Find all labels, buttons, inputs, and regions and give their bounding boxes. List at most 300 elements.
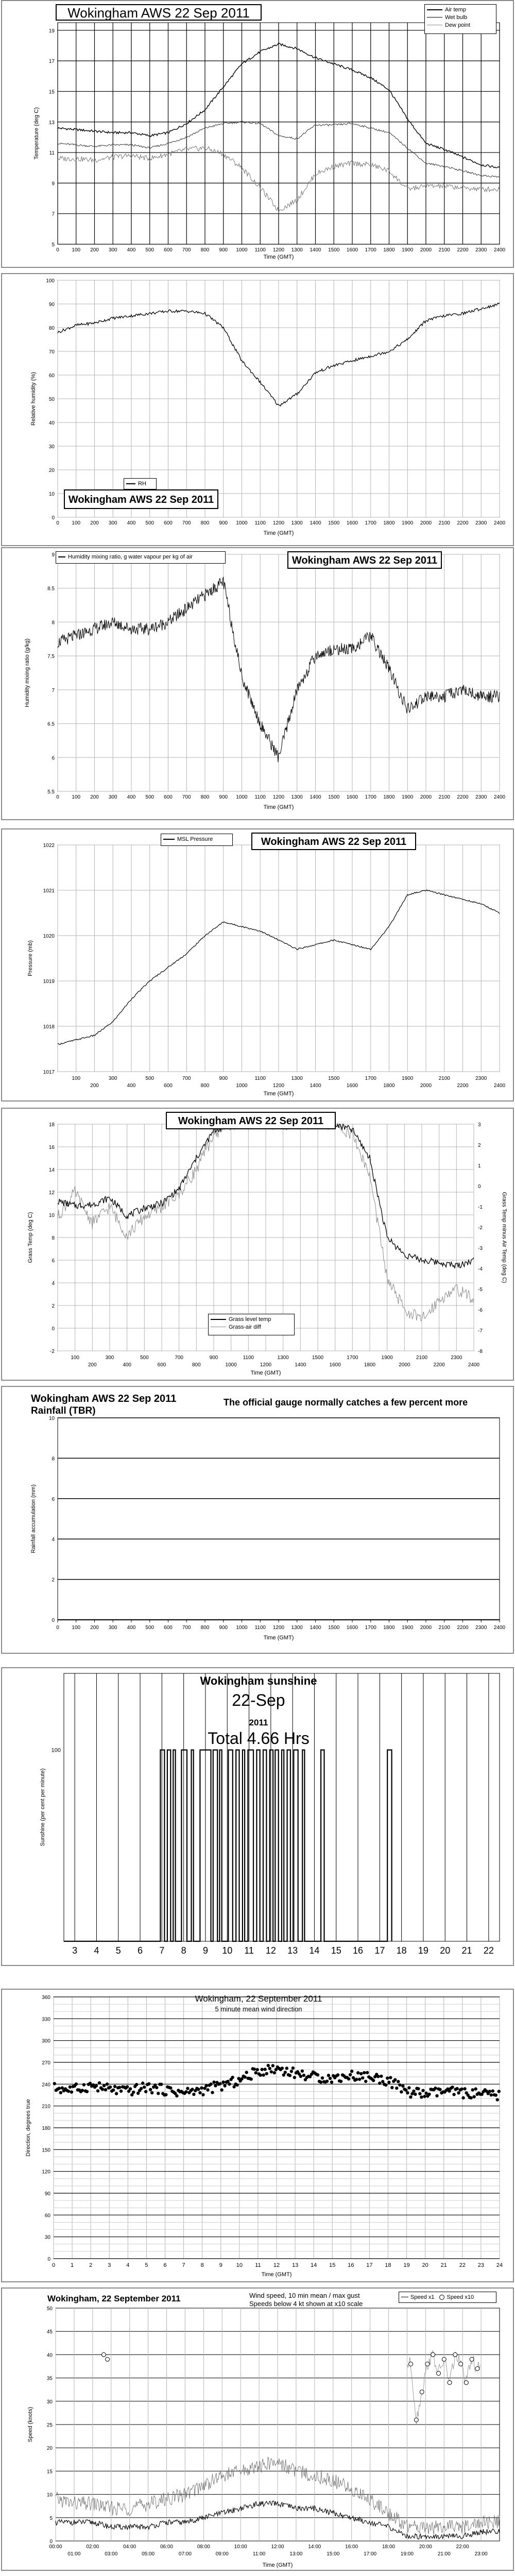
wind-direction-point xyxy=(126,2085,129,2088)
y-tick-label: 30 xyxy=(46,2399,53,2405)
wind-direction-point xyxy=(424,2092,427,2095)
wind-direction-point xyxy=(259,2074,262,2077)
y-tick-label: 2 xyxy=(52,1303,55,1309)
wind-direction-point xyxy=(204,2084,208,2087)
x-tick-label: 02:00 xyxy=(86,2544,99,2550)
y-tick-label: 12 xyxy=(48,1190,55,1196)
y2-tick-label: 1 xyxy=(478,1163,481,1169)
x-tick-label: 1500 xyxy=(328,247,340,253)
y-tick-label: 5 xyxy=(49,2515,53,2521)
x-tick-label: 400 xyxy=(127,794,136,800)
y-tick-label: 10 xyxy=(46,2492,53,2498)
x-tick-label: 1800 xyxy=(383,1625,395,1631)
y-tick-label: 100 xyxy=(51,1747,61,1754)
legend-item-grass-level-temp xyxy=(211,1315,292,1323)
x-tick-label: 1200 xyxy=(260,1362,272,1368)
x-tick-label: 1100 xyxy=(243,1355,254,1361)
x-tick-label: 2400 xyxy=(493,247,506,253)
x-tick-label: 900 xyxy=(219,247,228,253)
x-tick-label: 1200 xyxy=(272,794,285,800)
wind-direction-point xyxy=(261,2068,264,2071)
y-tick-label: 5 xyxy=(52,242,55,248)
x-tick-label: 1700 xyxy=(365,247,376,253)
x-tick-label: 04:00 xyxy=(123,2544,136,2550)
x-tick-label: 1 xyxy=(71,2262,74,2268)
legend-item-rh xyxy=(126,480,154,487)
x-tick-label: 1600 xyxy=(346,1625,358,1631)
x-tick-label: 1300 xyxy=(291,1625,303,1631)
x-tick-label: 07:00 xyxy=(178,2551,192,2557)
y-tick-label: 6.5 xyxy=(47,721,55,727)
wind-direction-point xyxy=(406,2091,409,2094)
y-tick-label: 2 xyxy=(52,1577,55,1583)
y-tick-label: 90 xyxy=(44,2191,50,2197)
legend-label: Speed x1 xyxy=(410,2294,435,2300)
x-tick-label: 2400 xyxy=(468,1362,480,1368)
wind-direction-point xyxy=(423,2095,426,2098)
wind-direction-point xyxy=(70,2090,73,2093)
x-tick-label: 300 xyxy=(105,1355,114,1361)
pressure-chart-panel xyxy=(1,828,514,1101)
x-tick-label: 23 xyxy=(477,2262,485,2268)
x-tick-label: 800 xyxy=(200,794,210,800)
wind-direction-point xyxy=(460,2088,463,2091)
x-tick-label: 0 xyxy=(56,520,59,526)
y-tick-label: 8 xyxy=(52,1456,55,1462)
x-tick-label: 600 xyxy=(164,247,173,253)
x-tick-label: 500 xyxy=(145,247,154,253)
y-tick-label: 35 xyxy=(46,2376,53,2382)
x-tick-label: 0 xyxy=(56,1625,59,1631)
x-tick-label: 2300 xyxy=(475,1076,487,1081)
y2-tick-label: -7 xyxy=(478,1328,483,1334)
y-tick-label: 7 xyxy=(52,687,55,693)
x-tick-label: 1100 xyxy=(254,1625,266,1631)
sunshine-date: 22-Sep xyxy=(232,1691,285,1709)
wind-direction-point xyxy=(358,2078,361,2081)
legend-label: Humidity mixing ratio, g water vapour per kg of air xyxy=(68,553,193,560)
grass-temp-chart-panel xyxy=(1,1108,514,1381)
wind-direction-point xyxy=(366,2071,369,2074)
x-tick-label: 800 xyxy=(200,1083,210,1089)
wind-direction-point xyxy=(448,2090,451,2093)
wind-direction-point xyxy=(414,2093,417,2096)
y2-tick-label: -1 xyxy=(478,1205,483,1210)
x-tick-label: 700 xyxy=(182,1625,191,1631)
x-tick-label: 1500 xyxy=(328,1076,340,1081)
wind-direction-point xyxy=(58,2087,61,2090)
x-tick-label: 9 xyxy=(202,1945,208,1956)
wind-direction-point xyxy=(380,2075,383,2078)
wind-direction-point xyxy=(281,2066,284,2070)
x-tick-label: 400 xyxy=(127,247,136,253)
wind-direction-point xyxy=(376,2075,380,2078)
wind-direction-point xyxy=(355,2078,358,2081)
y-tick-label: 25 xyxy=(46,2422,53,2428)
wind-direction-point xyxy=(206,2088,209,2091)
wind-direction-point xyxy=(212,2080,215,2083)
speed-x10-point xyxy=(453,2352,457,2357)
x-tick-label: 12 xyxy=(265,1945,276,1956)
x-tick-label: 1000 xyxy=(236,520,248,526)
wind-direction-point xyxy=(53,2082,56,2085)
x-tick-label: 2200 xyxy=(457,1625,469,1631)
x-tick-label: 19 xyxy=(403,2262,410,2268)
pressure-legend xyxy=(161,834,233,846)
wind-direction-point xyxy=(339,2080,342,2083)
wind-speed-subtitle-2: Speeds below 4 kt shown at x10 scale xyxy=(249,2300,363,2308)
wind-direction-point xyxy=(141,2081,144,2084)
x-tick-label: 200 xyxy=(90,247,99,253)
x-tick-label: 1900 xyxy=(402,520,414,526)
x-tick-label: 1600 xyxy=(346,247,358,253)
x-tick-label: 2400 xyxy=(493,1625,506,1631)
temperature-legend xyxy=(424,4,496,34)
wind-direction-point xyxy=(347,2077,350,2080)
y-tick-label: 30 xyxy=(48,444,55,450)
wind-direction-point xyxy=(221,2080,225,2083)
y-tick-label: 70 xyxy=(48,349,55,355)
y-tick-label: 10 xyxy=(48,1213,55,1218)
wind-direction-point xyxy=(150,2091,153,2094)
x-tick-label: 16:00 xyxy=(345,2544,358,2550)
wind-direction-point xyxy=(218,2082,221,2085)
x-tick-label: 3 xyxy=(72,1945,78,1956)
y-axis-label: Temperature (deg C) xyxy=(33,107,40,160)
y-tick-label: 50 xyxy=(48,397,55,402)
wind-direction-point xyxy=(325,2080,329,2083)
y-tick-label: 17 xyxy=(48,59,55,65)
wind-direction-point xyxy=(160,2083,163,2086)
x-tick-label: 8 xyxy=(200,2262,204,2268)
x-tick-label: 600 xyxy=(164,1083,173,1089)
wind-direction-point xyxy=(361,2076,364,2079)
wind-direction-point xyxy=(463,2087,466,2090)
rainfall-gauge-note: The official gauge normally catches a few percent more xyxy=(224,1397,468,1408)
wind-direction-point xyxy=(390,2086,393,2089)
x-tick-label: 1800 xyxy=(383,794,395,800)
wind-direction-point xyxy=(490,2093,493,2096)
wind-direction-point xyxy=(397,2080,400,2083)
wind-direction-point xyxy=(427,2093,431,2096)
legend-label: Grass level temp xyxy=(229,1316,271,1323)
x-tick-label: 1300 xyxy=(291,247,303,253)
x-tick-label: 2300 xyxy=(475,794,487,800)
legend-item-dew-point xyxy=(427,21,494,29)
x-tick-label: 1700 xyxy=(365,1076,376,1081)
y-tick-label: 9 xyxy=(52,552,55,558)
y2-tick-label: 0 xyxy=(478,1184,481,1190)
x-tick-label: 500 xyxy=(145,1625,154,1631)
y-tick-label: 180 xyxy=(42,2126,50,2131)
wind-direction-point xyxy=(75,2082,78,2086)
msl-pressure-swatch xyxy=(163,839,175,840)
x-tick-label: 08:00 xyxy=(197,2544,210,2550)
legend-label: Grass-air diff xyxy=(229,1324,261,1330)
x-tick-label: 10 xyxy=(222,1945,233,1956)
y2-tick-label: 3 xyxy=(478,1122,481,1128)
x-tick-label: 1300 xyxy=(291,520,303,526)
mixing-ratio-chart xyxy=(2,548,515,821)
x-tick-label: 2100 xyxy=(438,1076,450,1081)
wind-direction-point xyxy=(409,2095,412,2098)
x-tick-label: 300 xyxy=(108,1076,117,1081)
x-tick-label: 17 xyxy=(374,1945,385,1956)
x-tick-label: 4 xyxy=(94,1945,99,1956)
wind-direction-point xyxy=(418,2092,421,2095)
wind-direction-point xyxy=(271,2064,274,2067)
wind-direction-point xyxy=(420,2095,423,2098)
legend-label: Speed x10 xyxy=(447,2294,474,2300)
y-tick-label: 360 xyxy=(42,1995,50,2001)
wind-direction-point xyxy=(95,2084,98,2087)
y-tick-label: 80 xyxy=(48,326,55,331)
x-tick-label: 03:00 xyxy=(105,2551,118,2557)
y-tick-label: 100 xyxy=(46,278,55,284)
wind-direction-point xyxy=(488,2090,491,2093)
y-tick-label: 15 xyxy=(48,89,55,95)
x-tick-label: 600 xyxy=(164,520,173,526)
humidity-legend xyxy=(124,478,157,489)
y-tick-label: 13 xyxy=(48,120,55,126)
wind-direction-point xyxy=(330,2080,333,2083)
y-tick-label: 9 xyxy=(52,181,55,187)
grass-temp-chart xyxy=(2,1109,515,1382)
y-tick-label: 300 xyxy=(42,2038,50,2044)
x-tick-label: 100 xyxy=(72,520,81,526)
x-tick-label: 11 xyxy=(244,1945,254,1956)
wind-direction-point xyxy=(214,2084,217,2087)
temperature-chart-panel xyxy=(1,0,514,268)
wind-direction-point xyxy=(223,2084,226,2087)
temperature-chart xyxy=(2,1,515,269)
x-tick-label: 400 xyxy=(123,1362,132,1368)
y-tick-label: 10 xyxy=(48,1416,55,1421)
legend-item-msl-pressure xyxy=(163,835,230,843)
x-tick-label: 1700 xyxy=(365,794,376,800)
x-tick-label: 1900 xyxy=(402,1076,414,1081)
x-tick-label: 300 xyxy=(108,247,117,253)
wind-direction-point xyxy=(169,2087,172,2090)
speed-x10-point xyxy=(464,2381,468,2385)
x-tick-label: 21 xyxy=(440,2262,447,2268)
x-tick-label: 2300 xyxy=(475,1625,487,1631)
speed-x10-point xyxy=(448,2381,452,2385)
x-tick-label: 1100 xyxy=(254,520,266,526)
y2-tick-label: -5 xyxy=(478,1287,483,1293)
y-tick-label: 1017 xyxy=(43,1070,55,1075)
x-tick-label: 1300 xyxy=(291,1076,303,1081)
x-tick-label: 2100 xyxy=(438,1625,450,1631)
y-tick-label: 270 xyxy=(42,2060,50,2066)
x-tick-label: 19 xyxy=(418,1945,428,1956)
wind-direction-point xyxy=(101,2088,104,2091)
wind-direction-point xyxy=(209,2082,212,2086)
x-tick-label: 500 xyxy=(145,1076,154,1081)
legend-item-air-temp xyxy=(427,6,494,13)
x-tick-label: 1700 xyxy=(365,1625,376,1631)
x-tick-label: 1200 xyxy=(272,520,285,526)
x-tick-label: 1000 xyxy=(236,1625,248,1631)
x-axis-label: Time (GMT) xyxy=(263,254,294,260)
x-tick-label: 2300 xyxy=(475,247,487,253)
x-tick-label: 200 xyxy=(90,794,99,800)
x-tick-label: 900 xyxy=(219,794,228,800)
wind-direction-point xyxy=(321,2076,324,2079)
wind-direction-point xyxy=(290,2070,293,2073)
x-tick-label: 20 xyxy=(440,1945,451,1956)
y-axis-label: Pressure (mb) xyxy=(27,940,33,976)
y-tick-label: 150 xyxy=(42,2147,50,2154)
x-axis-label: Time (GMT) xyxy=(263,804,294,810)
wind-direction-point xyxy=(461,2096,465,2099)
wind-direction-point xyxy=(192,2093,195,2096)
y-tick-label: 6 xyxy=(52,1258,55,1264)
x-tick-label: 900 xyxy=(219,520,228,526)
wind-direction-point xyxy=(245,2071,248,2074)
speed-x10-point xyxy=(442,2357,446,2361)
wind-direction-point xyxy=(59,2091,62,2094)
x-tick-label: 1800 xyxy=(383,1083,395,1089)
sunshine-total: Total 4.66 Hrs xyxy=(208,1729,310,1748)
wind-direction-point xyxy=(496,2098,499,2101)
x-tick-label: 12:00 xyxy=(271,2544,284,2550)
x-tick-label: 700 xyxy=(182,794,191,800)
x-tick-label: 0 xyxy=(52,2262,56,2268)
wind-direction-point xyxy=(302,2074,305,2077)
wind-direction-point xyxy=(319,2080,322,2083)
y2-tick-label: -8 xyxy=(478,1349,483,1354)
y-tick-label: 30 xyxy=(44,2234,50,2241)
grass-temp-legend xyxy=(208,1314,295,1335)
x-tick-label: 300 xyxy=(108,520,117,526)
y-tick-label: 1018 xyxy=(43,1024,55,1030)
x-tick-label: 1900 xyxy=(381,1355,393,1361)
x-tick-label: 300 xyxy=(108,794,117,800)
y-tick-label: 0 xyxy=(52,1618,55,1623)
x-tick-label: 1100 xyxy=(254,1076,266,1081)
x-tick-label: 1600 xyxy=(346,794,358,800)
x-tick-label: 2200 xyxy=(457,1083,469,1089)
x-tick-label: 1400 xyxy=(310,520,321,526)
wind-direction-point xyxy=(393,2078,397,2081)
x-tick-label: 1800 xyxy=(383,520,395,526)
x-tick-label: 400 xyxy=(127,1083,136,1089)
speed-x10-point xyxy=(437,2371,441,2376)
x-tick-label: 2000 xyxy=(420,1083,432,1089)
x-tick-label: 6 xyxy=(163,2262,167,2268)
x-tick-label: 2300 xyxy=(475,520,487,526)
y-tick-label: 0 xyxy=(47,2257,50,2262)
x-axis-label: Time (GMT) xyxy=(263,530,294,536)
wind-direction-point xyxy=(68,2086,72,2089)
wind-speed-chart xyxy=(2,2289,515,2572)
wind-direction-point xyxy=(268,2067,271,2070)
wind-direction-point xyxy=(85,2090,89,2093)
x-tick-label: 1100 xyxy=(254,247,266,253)
wind-speed-legend xyxy=(399,2292,496,2303)
x-tick-label: 100 xyxy=(71,1355,80,1361)
y-tick-label: 19 xyxy=(48,28,55,34)
y-axis-label: Grass Temp (deg C) xyxy=(27,1212,33,1263)
x-tick-label: 2000 xyxy=(399,1362,410,1368)
wind-direction-point xyxy=(363,2071,366,2074)
wind-speed-subtitle: Wind speed, 10 min mean / max gust xyxy=(249,2292,360,2299)
wind-direction-chart-panel xyxy=(1,1989,514,2282)
wind-direction-point xyxy=(98,2081,101,2084)
wind-direction-point xyxy=(327,2074,330,2077)
rainfall-chart-panel xyxy=(1,1386,514,1654)
x-tick-label: 2 xyxy=(89,2262,93,2268)
x-tick-label: 500 xyxy=(145,794,154,800)
speed-x10-point xyxy=(101,2352,106,2357)
legend-label: RH xyxy=(138,480,146,487)
x-tick-label: 800 xyxy=(200,520,210,526)
x-tick-label: 16 xyxy=(353,1945,364,1956)
y-tick-label: 90 xyxy=(48,302,55,308)
temperature-chart-title: Wokingham AWS 22 Sep 2011 xyxy=(56,4,262,21)
x-tick-label: 7 xyxy=(159,1945,165,1956)
y-tick-label: -2 xyxy=(50,1349,55,1354)
wind-direction-chart xyxy=(2,1990,515,2283)
y-tick-label: 0 xyxy=(49,2539,53,2545)
wind-speed-chart-panel xyxy=(1,2287,514,2571)
x-tick-label: 10 xyxy=(236,2262,243,2268)
x-tick-label: 1300 xyxy=(277,1355,289,1361)
y2-tick-label: -3 xyxy=(478,1246,483,1251)
wind-direction-point xyxy=(386,2076,389,2079)
x-tick-label: 7 xyxy=(182,2262,185,2268)
grass-temp-chart-title: Wokingham AWS 22 Sep 2011 xyxy=(166,1112,336,1129)
y-tick-label: 20 xyxy=(46,2446,53,2452)
x-tick-label: 2400 xyxy=(493,520,506,526)
legend-label: MSL Pressure xyxy=(177,836,213,842)
x-tick-label: 200 xyxy=(90,1625,99,1631)
pressure-chart xyxy=(2,829,515,1103)
x-tick-label: 2400 xyxy=(493,794,506,800)
x-tick-label: 1600 xyxy=(346,520,358,526)
wind-direction-point xyxy=(356,2071,359,2074)
wind-direction-point xyxy=(102,2084,106,2087)
speed-x10-point xyxy=(425,2362,430,2366)
x-tick-label: 1800 xyxy=(364,1362,376,1368)
x-tick-label: 1800 xyxy=(383,247,395,253)
wind-direction-point xyxy=(254,2071,258,2074)
wind-direction-point xyxy=(417,2087,420,2090)
wind-direction-point xyxy=(329,2077,332,2080)
legend-items xyxy=(401,2293,494,2301)
wind-direction-point xyxy=(270,2070,273,2073)
wind-direction-point xyxy=(200,2087,203,2090)
x-tick-label: 800 xyxy=(200,247,210,253)
x-tick-label: 22 xyxy=(483,1945,494,1956)
wind-direction-point xyxy=(197,2088,200,2091)
wind-direction-point xyxy=(349,2073,352,2076)
y-tick-label: 210 xyxy=(42,2104,50,2110)
wet-bulb-swatch xyxy=(427,17,442,18)
legend-item-grass-air-diff xyxy=(211,1323,292,1331)
wind-direction-point xyxy=(175,2094,178,2097)
x-tick-label: 600 xyxy=(164,794,173,800)
wind-direction-point xyxy=(256,2068,259,2071)
sunshine-chart-panel xyxy=(1,1667,514,1966)
wind-direction-point xyxy=(316,2073,319,2076)
wind-direction-point xyxy=(135,2083,138,2086)
y-tick-label: 20 xyxy=(48,468,55,473)
x-tick-label: 00:00 xyxy=(49,2544,62,2550)
x-tick-label: 400 xyxy=(127,1625,136,1631)
speed-x10-point xyxy=(414,2418,418,2422)
